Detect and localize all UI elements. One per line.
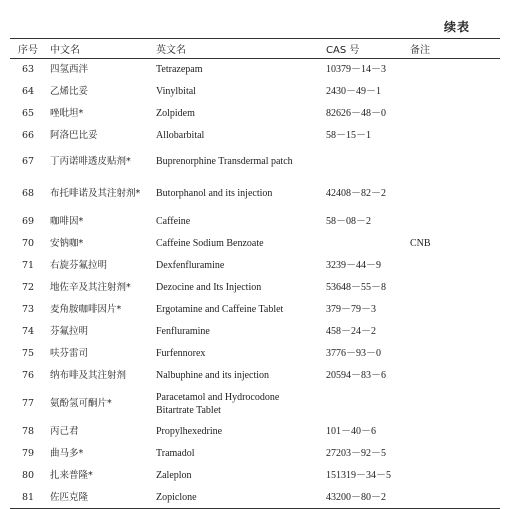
continued-label: 续表 — [443, 20, 470, 34]
row-cas-number: 58－15－1 — [326, 130, 371, 141]
row-remark — [406, 103, 500, 125]
table-row — [10, 299, 500, 321]
row-english-name: Buprenorphine Transdermal patch — [156, 156, 293, 167]
drug-table — [10, 38, 500, 509]
row-remark — [406, 443, 500, 465]
row-cas-number: 27203－92－5 — [326, 448, 386, 459]
row-english-name: Zolpidem — [156, 108, 195, 119]
row-remark — [406, 147, 500, 177]
row-chinese-name: 四氢西泮 — [50, 64, 89, 76]
row-chinese-name: 咖啡因* — [50, 216, 84, 227]
table-row — [10, 59, 500, 81]
table-row — [10, 421, 500, 443]
row-english-name: Dexfenfluramine — [156, 260, 225, 271]
row-chinese-name: 布托啡诺及其注射剂* — [50, 188, 141, 199]
table-row — [10, 125, 500, 147]
row-chinese-name: 扎来普隆* — [50, 470, 93, 481]
row-english-name: Butorphanol and its injection — [156, 188, 273, 199]
row-remark — [406, 465, 500, 487]
table-row — [10, 255, 500, 277]
header-english-name: 英文名 — [152, 39, 322, 59]
table-row — [10, 465, 500, 487]
row-chinese-name: 丙己君 — [50, 426, 79, 437]
row-cas-number: 3776－93－0 — [326, 348, 381, 359]
row-english-name: Paracetamol and Hydrocodone Bitartrate Tablet — [156, 391, 280, 416]
row-english-name: Caffeine Sodium Benzoate — [156, 238, 264, 249]
row-remark — [406, 299, 500, 321]
table-header-row — [10, 39, 500, 59]
row-chinese-name: 右旋芬氟拉明 — [50, 260, 108, 271]
row-english-name: Zopiclone — [152, 487, 322, 509]
row-english-name: Caffeine — [156, 216, 191, 227]
row-remark — [406, 277, 500, 299]
row-cas-number: 42408－82－2 — [326, 188, 386, 199]
row-remark — [406, 211, 500, 233]
row-index: 78 — [21, 426, 35, 437]
row-cas-number: 101－40－6 — [326, 426, 376, 437]
row-index: 70 — [21, 238, 35, 249]
row-remark: CNB — [410, 238, 431, 249]
table-row — [10, 147, 500, 177]
row-remark — [406, 487, 500, 509]
row-index: 64 — [21, 86, 35, 97]
row-english-name: Fenfluramine — [156, 326, 210, 337]
table-row — [10, 81, 500, 103]
row-chinese-name: 丁丙诺啡透皮贴剂* — [50, 156, 131, 167]
table-row — [10, 387, 500, 421]
row-english-name: Tramadol — [156, 448, 195, 459]
row-remark — [406, 365, 500, 387]
row-index: 75 — [21, 348, 35, 359]
row-remark — [406, 321, 500, 343]
table-row — [10, 443, 500, 465]
row-chinese-name: 芬氟拉明 — [50, 326, 89, 337]
row-english-name: Propylhexedrine — [156, 426, 223, 437]
header-index: 序号 — [10, 39, 46, 59]
row-english-name: Ergotamine and Caffeine Tablet — [156, 304, 284, 315]
row-english-name: Dezocine and Its Injection — [156, 282, 262, 293]
row-index: 68 — [21, 188, 35, 199]
table-row — [10, 343, 500, 365]
row-remark — [406, 387, 500, 421]
row-remark — [406, 177, 500, 211]
row-index: 80 — [21, 470, 35, 481]
row-remark — [406, 421, 500, 443]
table-row — [10, 321, 500, 343]
row-index: 71 — [21, 260, 35, 271]
row-index: 63 — [21, 64, 35, 76]
row-index: 76 — [21, 370, 35, 381]
table-row — [10, 277, 500, 299]
row-chinese-name: 纳布啡及其注射剂 — [50, 370, 127, 381]
row-chinese-name: 安钠咖* — [50, 238, 84, 249]
row-english-name: Nalbuphine and its injection — [156, 370, 270, 381]
row-chinese-name: 阿洛巴比妥 — [50, 130, 98, 141]
row-remark — [406, 255, 500, 277]
row-chinese-name: 呋芬雷司 — [50, 348, 89, 359]
row-cas-number: 458－24－2 — [326, 326, 376, 337]
header-cas-number: CAS 号 — [322, 39, 406, 59]
row-chinese-name: 佐匹克隆 — [46, 487, 152, 509]
header-remarks: 备注 — [406, 39, 500, 59]
row-english-name: Allobarbital — [156, 130, 205, 141]
row-index: 79 — [21, 448, 35, 459]
row-cas-number: 20594－83－6 — [326, 370, 386, 381]
table-row — [10, 177, 500, 211]
row-index: 65 — [21, 108, 35, 119]
row-cas-number — [322, 387, 406, 421]
row-english-name: Vinylbital — [156, 86, 196, 97]
table-row — [10, 211, 500, 233]
row-remark — [406, 59, 500, 81]
row-chinese-name: 地佐辛及其注射剂* — [50, 282, 131, 293]
row-cas-number: 2430－49－1 — [326, 86, 381, 97]
table-row — [10, 365, 500, 387]
header-chinese-name: 中文名 — [46, 39, 152, 59]
row-index: 73 — [21, 304, 35, 315]
row-cas-number: 82626－48－0 — [326, 108, 386, 119]
row-chinese-name: 乙烯比妥 — [50, 86, 89, 97]
row-remark — [406, 125, 500, 147]
row-chinese-name: 麦角胺咖啡因片* — [50, 304, 122, 315]
row-english-name: Furfennorex — [156, 348, 206, 359]
row-chinese-name: 曲马多* — [50, 448, 84, 459]
row-chinese-name: 唑吡坦* — [50, 108, 84, 119]
row-cas-number: 379－79－3 — [326, 304, 376, 315]
row-english-name: Tetrazepam — [156, 64, 203, 76]
row-cas-number: 10379－14－3 — [326, 64, 386, 76]
table-row — [10, 103, 500, 125]
row-index: 81 — [10, 487, 46, 509]
row-index: 67 — [21, 156, 35, 167]
row-cas-number — [322, 147, 406, 177]
row-remark — [406, 343, 500, 365]
row-cas-number: 43200－80－2 — [322, 487, 406, 509]
row-chinese-name: 氨酚氢可酮片* — [50, 398, 112, 409]
row-index: 66 — [21, 130, 35, 141]
row-cas-number: 58－08－2 — [326, 216, 371, 227]
row-index: 74 — [21, 326, 35, 337]
row-cas-number: 3239－44－9 — [326, 260, 381, 271]
row-index: 77 — [21, 398, 35, 409]
row-cas-number: 151319－34－5 — [326, 470, 391, 481]
row-remark — [406, 81, 500, 103]
table-row — [10, 487, 500, 509]
row-cas-number — [322, 233, 406, 255]
row-english-name: Zaleplon — [156, 470, 192, 481]
row-index: 69 — [21, 216, 35, 227]
row-index: 72 — [21, 282, 35, 293]
table-row — [10, 233, 500, 255]
row-cas-number: 53648－55－8 — [326, 282, 386, 293]
